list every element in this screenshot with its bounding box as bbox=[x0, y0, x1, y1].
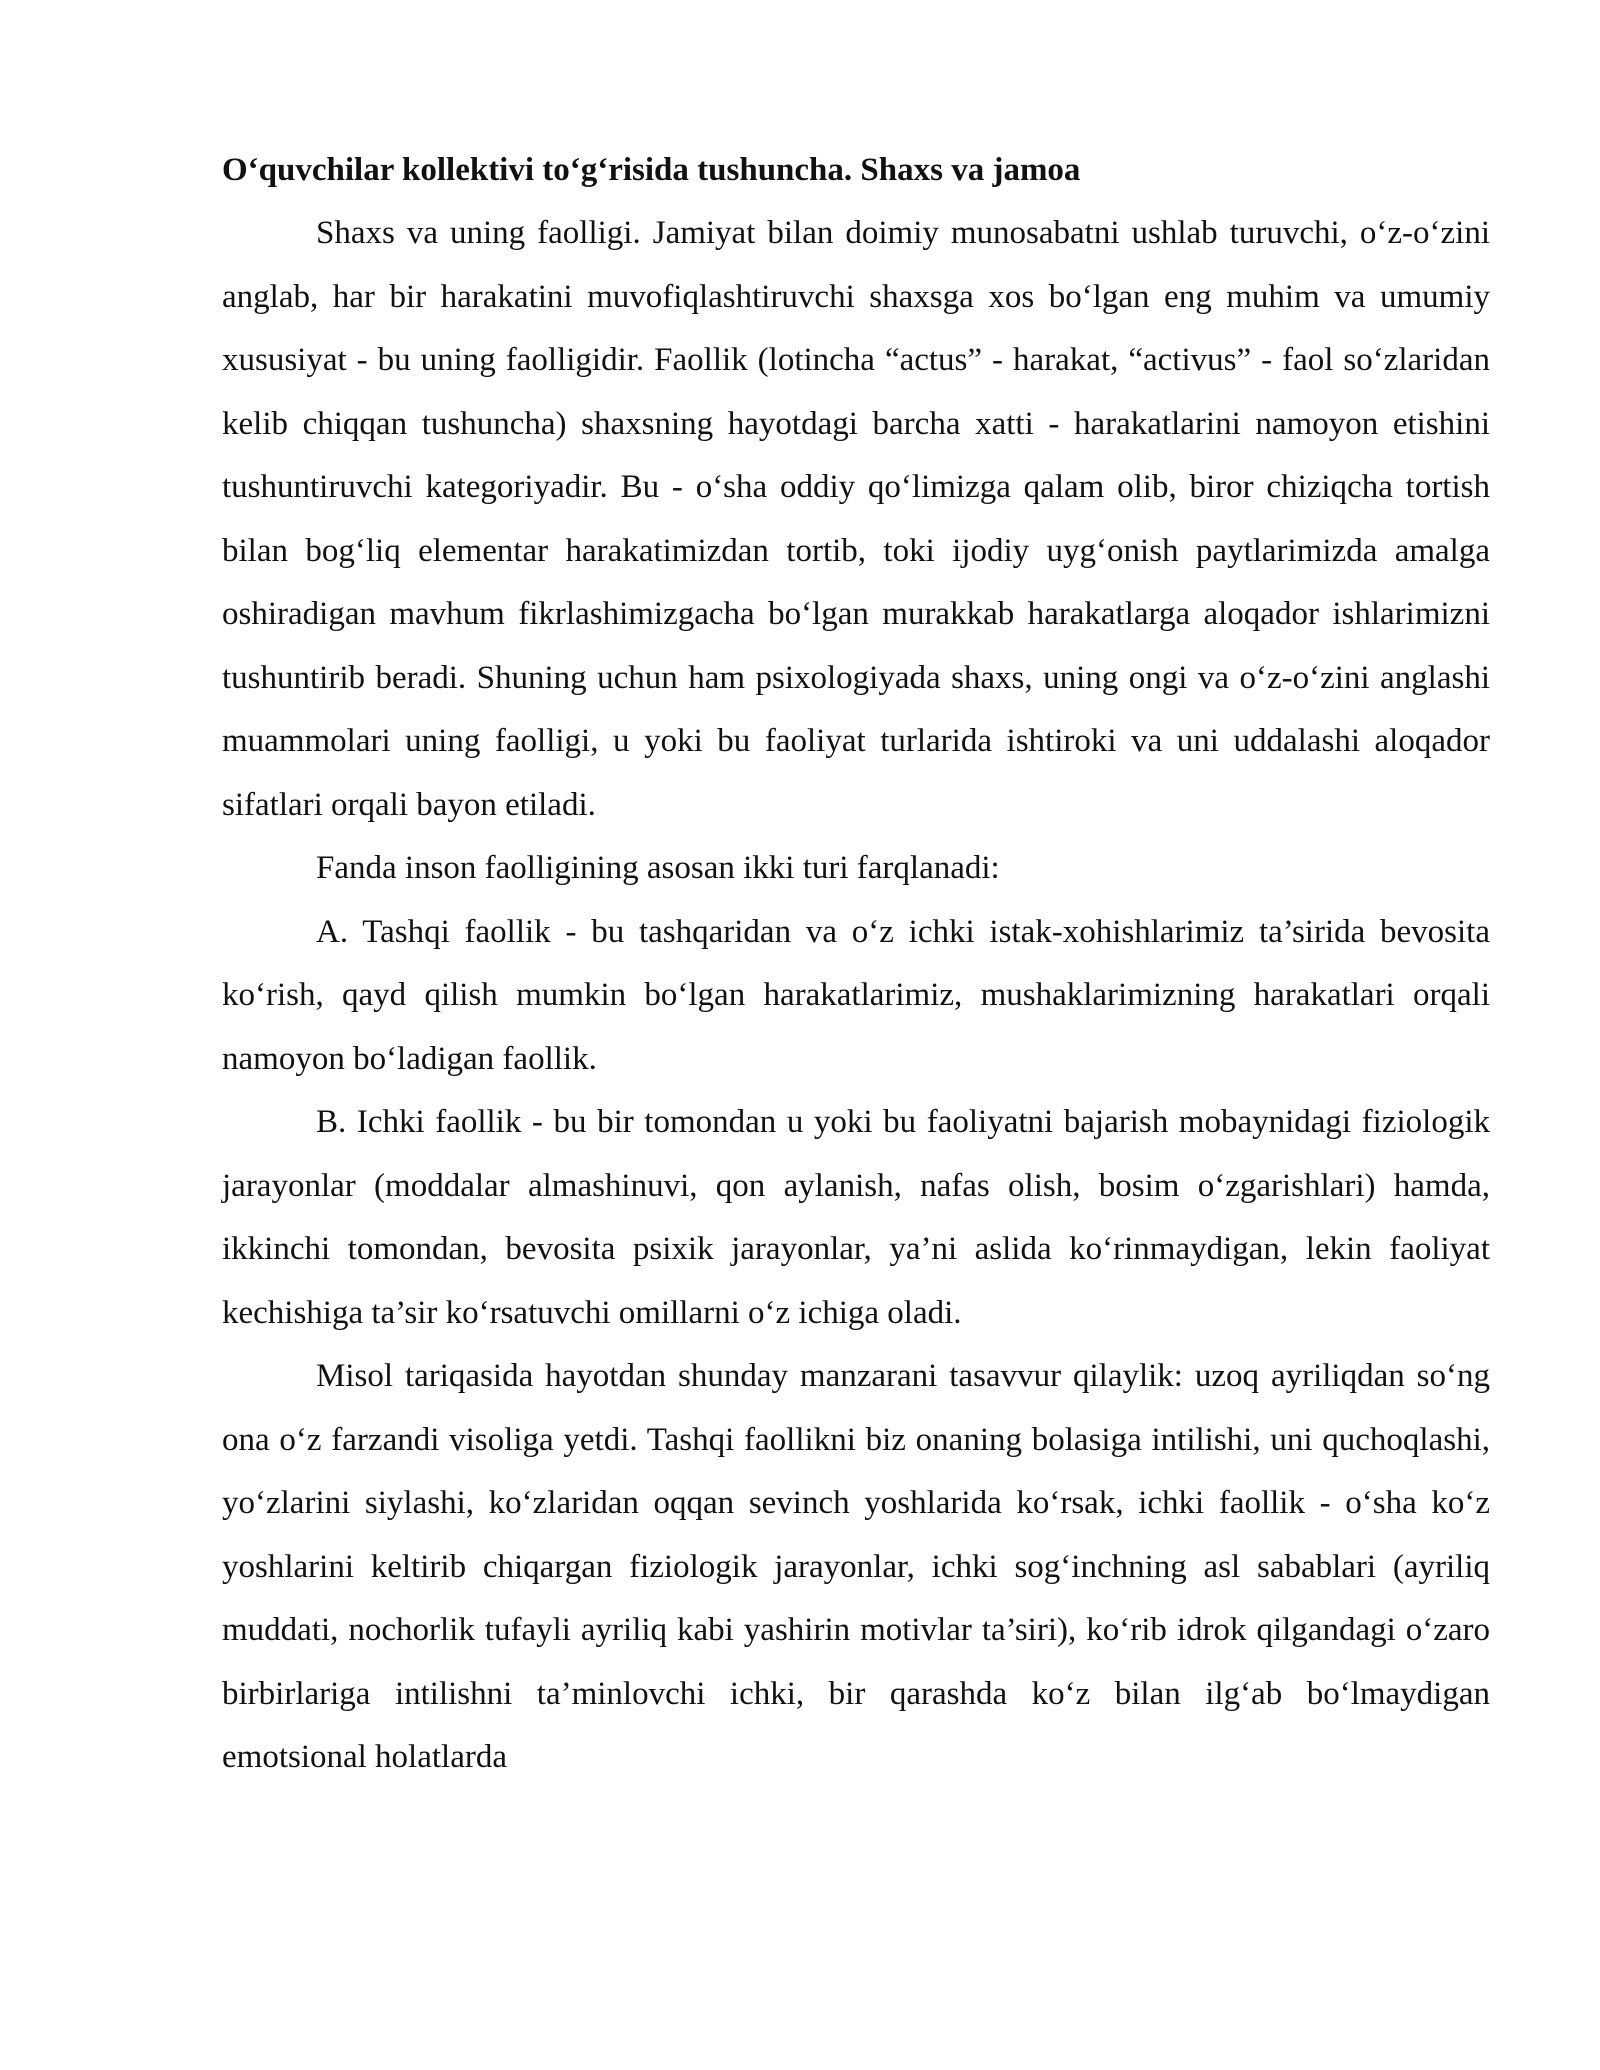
paragraph-external-activity: A. Tashqi faollik - bu tashqaridan va o‘z ichki istak-xohishlarimiz ta’sirida bevosita ko‘rish, qayd qilish mumkin bo‘lgan harakatlarimiz, mushaklarimizning harakatlari orqali namoyon bo‘ladigan faollik. bbox=[222, 913, 1490, 1077]
paragraph-two-types: Fanda inson faolligining asosan ikki turi farqlanadi: bbox=[316, 850, 1000, 886]
paragraph-personality-activity: Shaxs va uning faolligi. Jamiyat bilan doimiy munosabatni ushlab turuvchi, o‘z-o‘zini anglab, har bir harakatini muvofiqlashtiruvchi shaxsga xos bo‘lgan eng muhim va umumiy xususiyat - bu uning faolligidir. Faollik (lotincha “actus” - harakat, “activus” - faol so‘zlaridan kelib chiqqan tushuncha) shaxsning hayotdagi barcha xatti - harakatlarini namoyon etishini tushuntiruvchi kategoriyadir. Bu - o‘sha oddiy qo‘limizga qalam olib, biror chiziqcha tortish bilan bog‘liq elementar harakatimizdan tortib, toki ijodiy uyg‘onish paytlarimizda amalga oshiradigan mavhum fikrlashimizgacha bo‘lgan murakkab harakatlarga aloqador ishlarimizni tushuntirib beradi. Shuning uchun ham psixologiyada shaxs, uning ongi va o‘z-o‘zini anglashi muammolari uning faolligi, u yoki bu faoliyat turlarida ishtiroki va uni uddalashi aloqador sifatlari orqali bayon etiladi. bbox=[222, 215, 1490, 823]
paragraph-internal-activity: B. Ichki faollik - bu bir tomondan u yoki bu faoliyatni bajarish mobaynidagi fiziologik jarayonlar (moddalar almashinuvi, qon aylanish, nafas olish, bosim o‘zgarishlari) hamda, ikkinchi tomondan, bevosita psixik jarayonlar, ya’ni aslida ko‘rinmaydigan, lekin faoliyat kechishiga ta’sir ko‘rsatuvchi omillarni o‘z ichiga oladi. bbox=[222, 1104, 1490, 1331]
document-heading: O‘quvchilar kollektivi to‘g‘risida tushuncha. Shaxs va jamoa bbox=[222, 152, 1081, 188]
paragraph-example: Misol tariqasida hayotdan shunday manzarani tasavvur qilaylik: uzoq ayriliqdan so‘ng ona o‘z farzandi visoliga yetdi. Tashqi faollikni biz onaning bolasiga intilishi, uni quchoqlashi, yo‘zlarini siylashi, ko‘zlaridan oqqan sevinch yoshlarida ko‘rsak, ichki faollik - o‘sha ko‘z yoshlarini keltirib chiqargan fiziologik jarayonlar, ichki sog‘inchning asl sabablari (ayriliq muddati, nochorlik tufayli ayriliq kabi yashirin motivlar ta’siri), ko‘rib idrok qilgandagi o‘zaro birbirlariga intilishni ta’minlovchi ichki, bir qarashda ko‘z bilan ilg‘ab bo‘lmaydigan emotsional holatlarda bbox=[222, 1358, 1490, 1775]
document-page bbox=[222, 138, 1490, 1790]
